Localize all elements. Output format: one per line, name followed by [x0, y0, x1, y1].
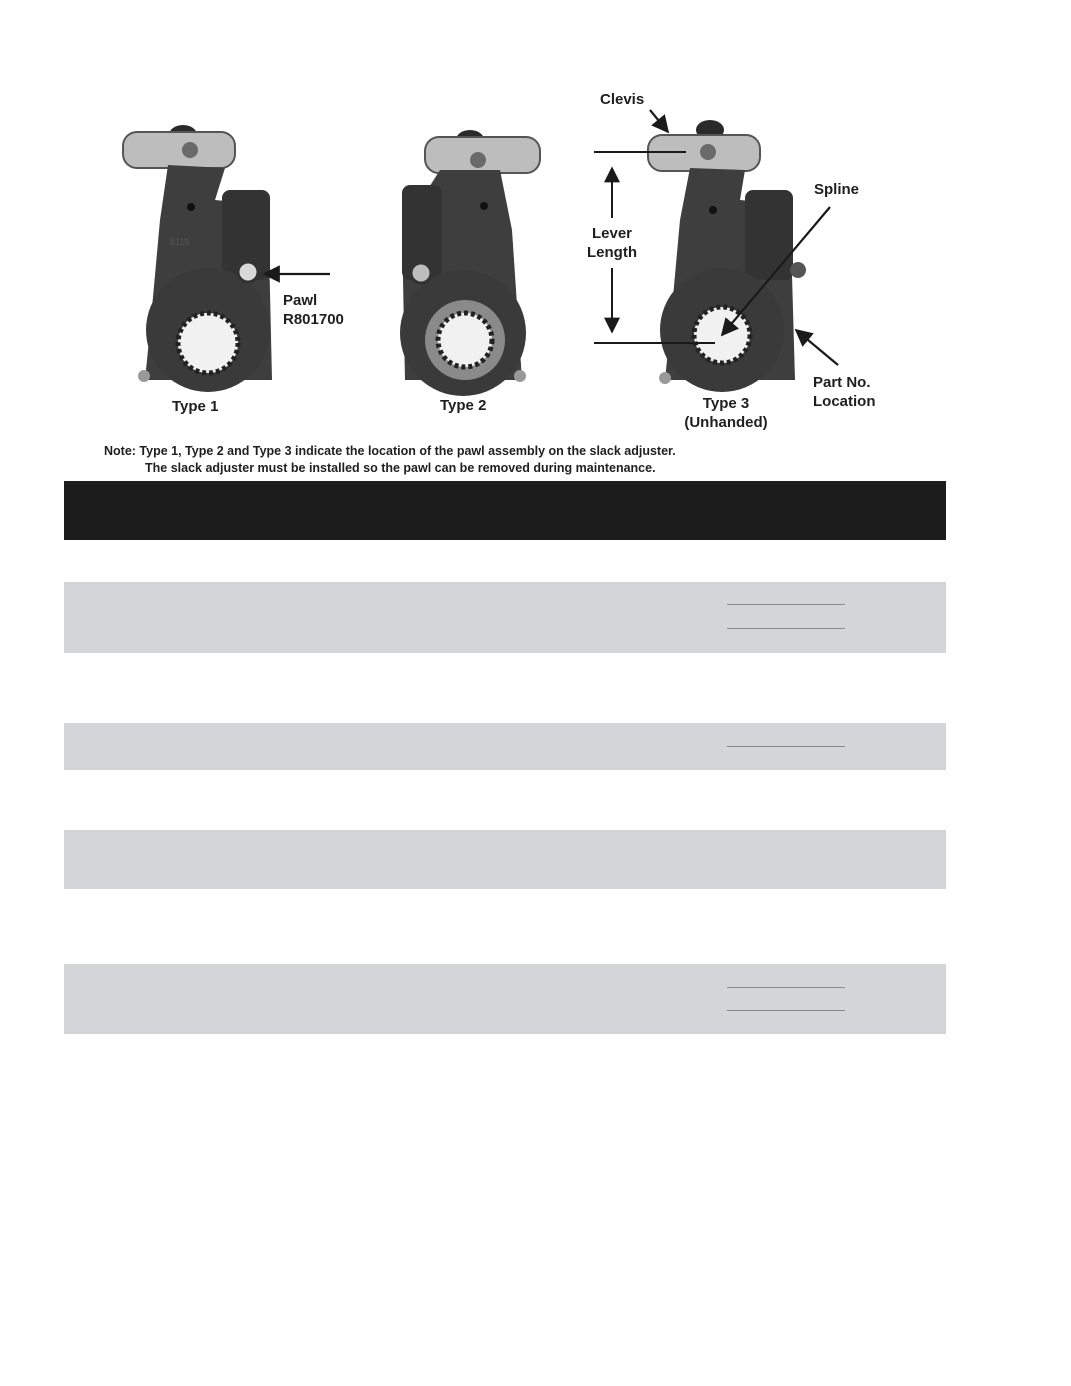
- figure-note: [104, 443, 864, 477]
- table-header-bar: [64, 481, 946, 540]
- type-1-adjuster-illustration: [123, 125, 272, 392]
- pawl-line1: Pawl: [283, 292, 318, 309]
- type-3-line2: (Unhanded): [684, 414, 768, 431]
- blank-entry-line[interactable]: [727, 746, 845, 747]
- blank-entry-line[interactable]: [727, 1010, 845, 1011]
- slack-adjuster-figure: [0, 0, 1071, 480]
- form-row-grey-4: [64, 964, 946, 1034]
- pawl-label: [283, 291, 344, 329]
- lever-length-label: [580, 224, 644, 262]
- lever-length-line1: Lever: [591, 225, 633, 242]
- pawl-part-number: R801700: [283, 311, 344, 328]
- spline-label: Spline: [814, 181, 860, 198]
- type-3-adjuster-illustration: [648, 120, 806, 392]
- form-row-grey-1: [64, 582, 946, 653]
- type-3-line1: Type 3: [702, 395, 750, 412]
- note-line-2: The slack adjuster must be installed so the pawl can be removed during maintenance.: [145, 461, 656, 475]
- blank-entry-line[interactable]: [727, 628, 845, 629]
- blank-entry-line[interactable]: [727, 604, 845, 605]
- svg-text:8115: 8115: [170, 237, 190, 247]
- type-1-label: Type 1: [172, 398, 219, 415]
- type-2-adjuster-illustration: [400, 130, 540, 396]
- type-3-label: [676, 394, 776, 432]
- form-row-grey-3: [64, 830, 946, 889]
- clevis-label: Clevis: [600, 91, 645, 108]
- part-no-line1: Part No.: [813, 374, 871, 391]
- blank-entry-line[interactable]: [727, 987, 845, 988]
- lever-length-line2: Length: [587, 244, 637, 261]
- type-2-label: Type 2: [440, 397, 487, 414]
- note-line-1: Note: Type 1, Type 2 and Type 3 indicate the location of the pawl assembly on the slack adjuster.: [104, 444, 676, 458]
- part-no-line2: Location: [813, 393, 876, 410]
- part-no-location-label: [813, 373, 876, 411]
